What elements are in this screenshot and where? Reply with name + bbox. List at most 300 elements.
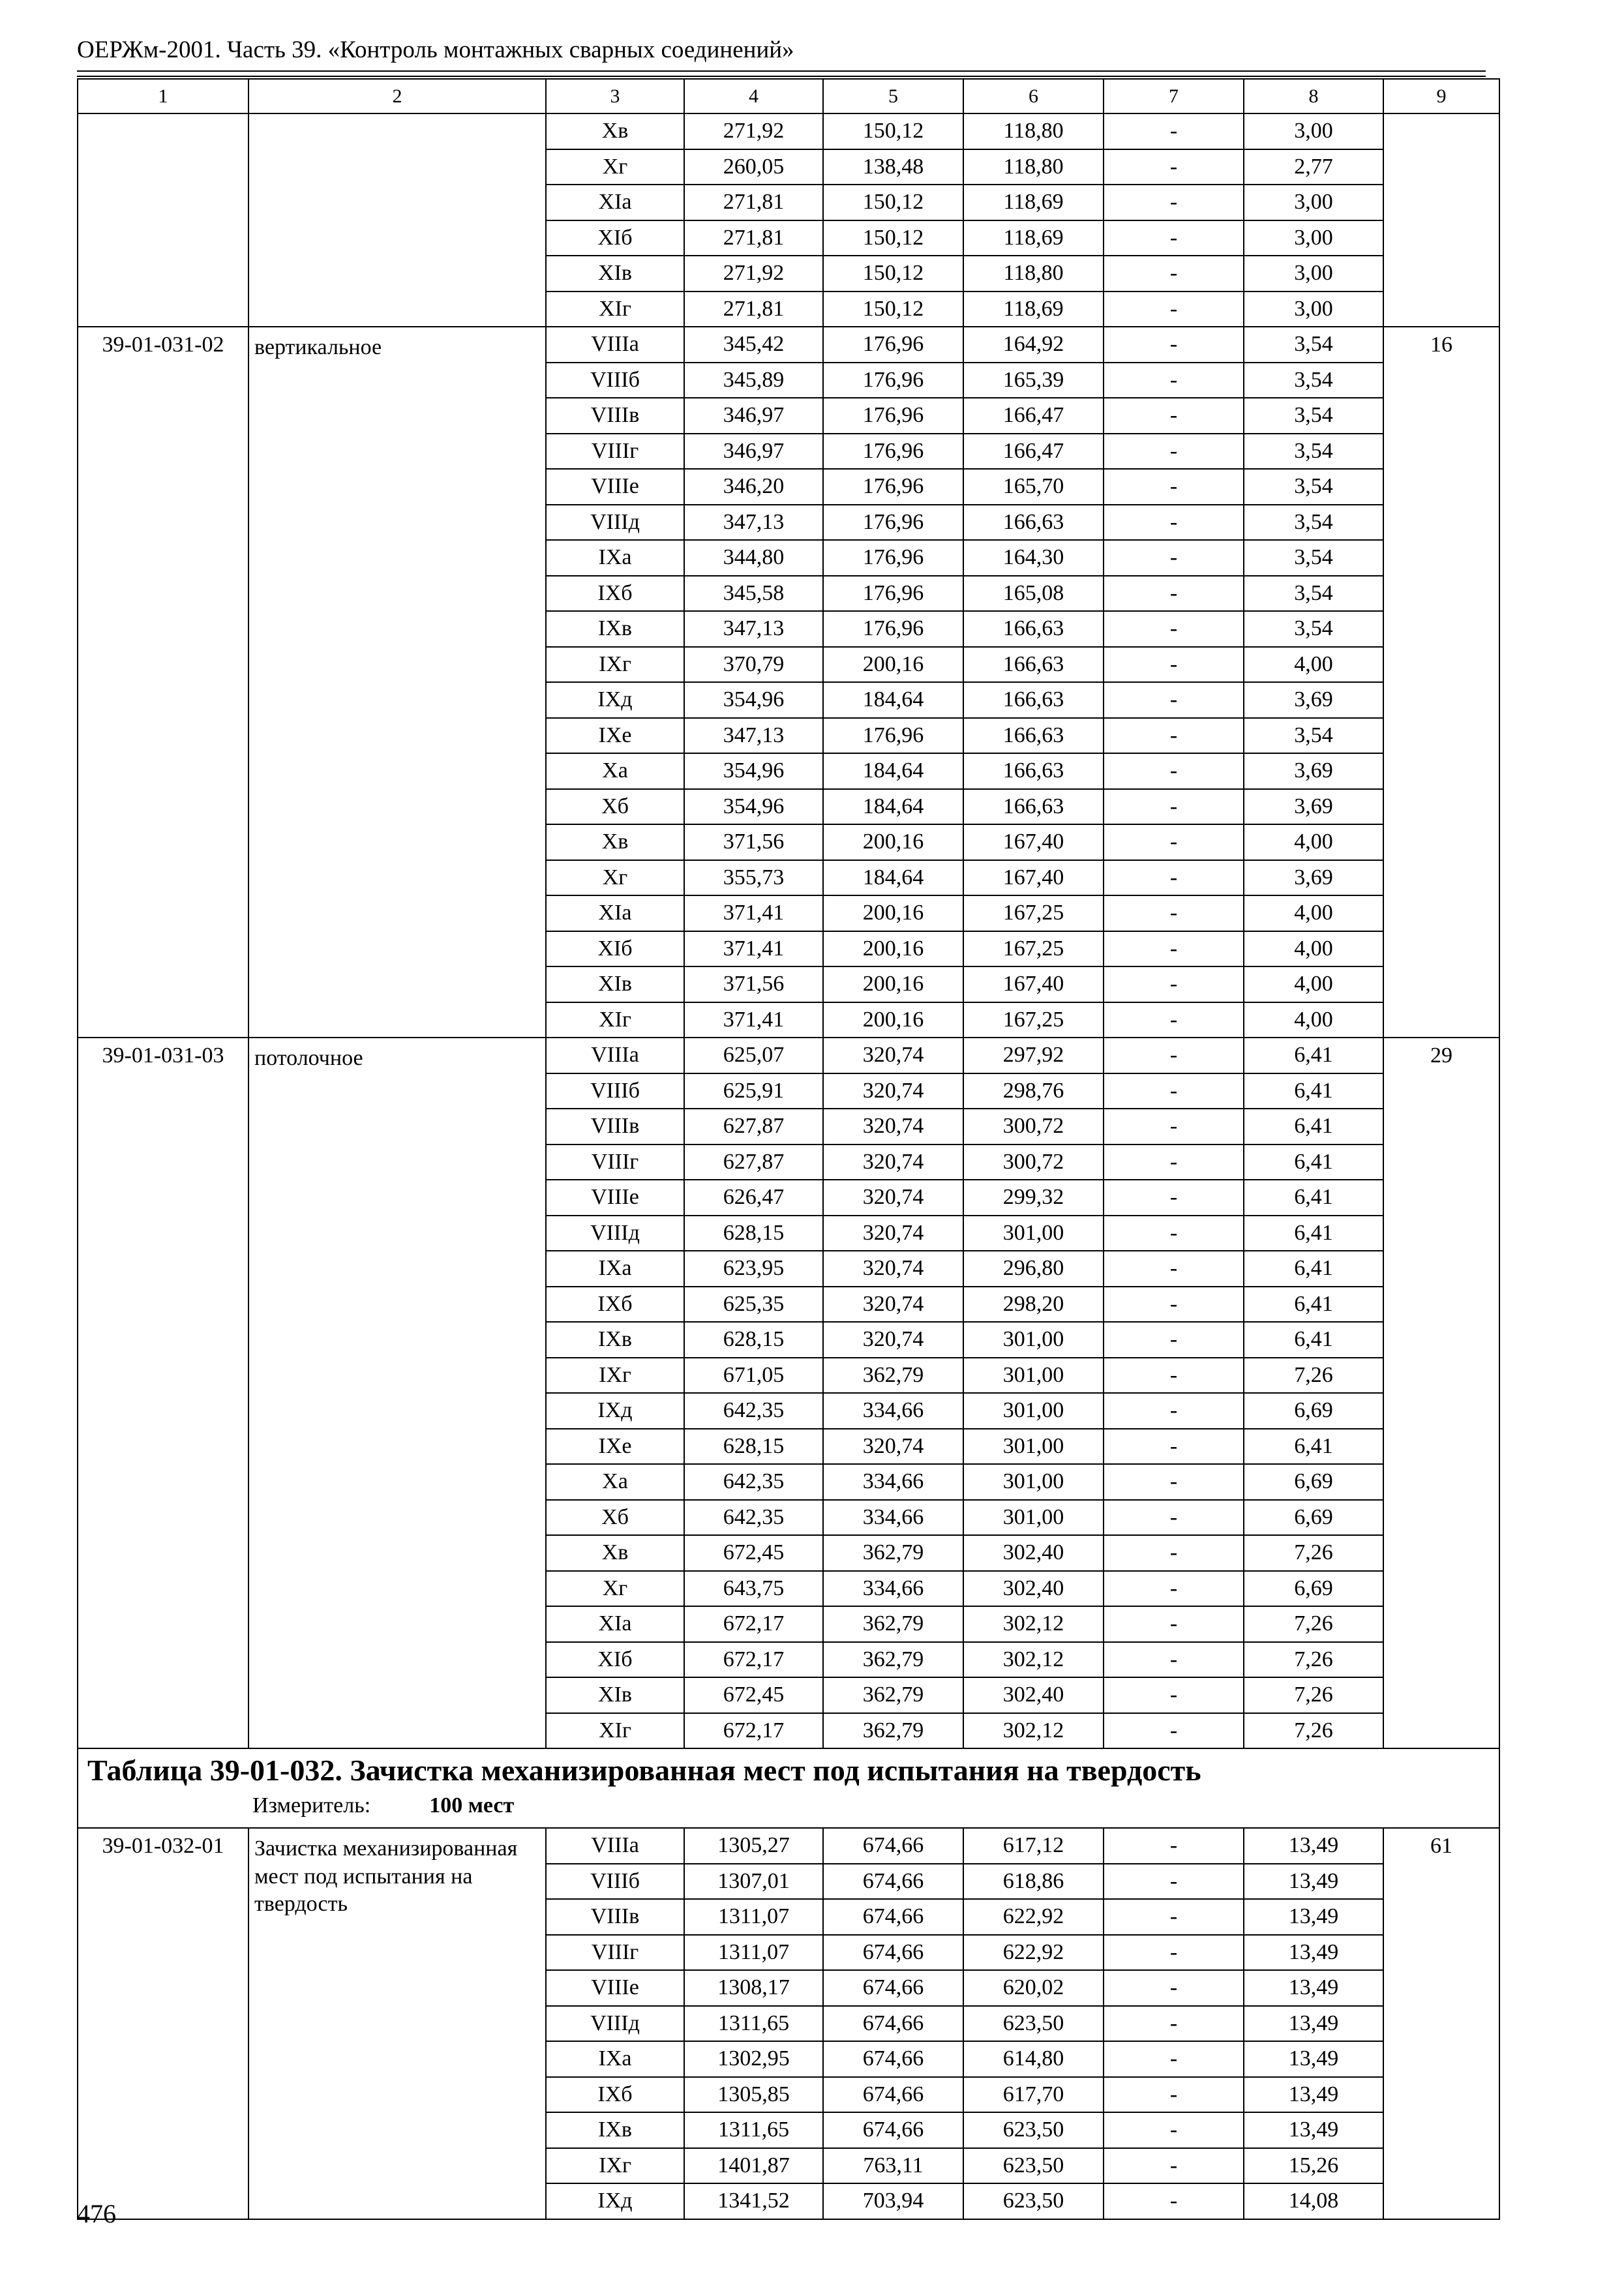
- price-zone: IХг: [546, 2148, 684, 2184]
- incl-machinist-wages: -: [1104, 2077, 1244, 2113]
- price-zone: VIIIд: [546, 2006, 684, 2042]
- incl-machinist-wages: -: [1104, 185, 1244, 220]
- machine-cost: 301,00: [963, 1216, 1104, 1251]
- incl-machinist-wages: -: [1104, 1180, 1244, 1216]
- header-rule-bottom: [77, 76, 1486, 77]
- machine-cost: 301,00: [963, 1393, 1104, 1429]
- machine-cost: 622,92: [963, 1935, 1104, 1971]
- incl-machinist-wages: -: [1104, 1899, 1244, 1935]
- price-zone: ХIг: [546, 1002, 684, 1038]
- cost-total: 271,92: [684, 113, 823, 149]
- column-number: 1: [78, 79, 248, 113]
- column-number: 9: [1383, 79, 1499, 113]
- incl-machinist-wages: -: [1104, 1038, 1244, 1073]
- machine-cost: 302,40: [963, 1535, 1104, 1571]
- norms-table-body: [78, 79, 1499, 2219]
- column-number: 6: [963, 79, 1104, 113]
- table-section-cell: [78, 1748, 1499, 1828]
- incl-machinist-wages: -: [1104, 1002, 1244, 1038]
- machine-cost: 622,92: [963, 1899, 1104, 1935]
- price-zone: IХв: [546, 2112, 684, 2148]
- price-zone: VIIIг: [546, 1935, 684, 1971]
- price-zone: IХа: [546, 1251, 684, 1287]
- wages: 320,74: [823, 1180, 963, 1216]
- price-zone: Хб: [546, 789, 684, 825]
- incl-machinist-wages: -: [1104, 220, 1244, 256]
- incl-machinist-wages: -: [1104, 1393, 1244, 1429]
- materials: 13,49: [1244, 2077, 1383, 2113]
- incl-machinist-wages: -: [1104, 931, 1244, 967]
- machine-cost: 167,40: [963, 860, 1104, 896]
- incl-machinist-wages: -: [1104, 1642, 1244, 1678]
- materials: 6,41: [1244, 1429, 1383, 1465]
- price-zone: VIIIа: [546, 1828, 684, 1864]
- machine-cost: 301,00: [963, 1358, 1104, 1394]
- machine-cost: 302,40: [963, 1571, 1104, 1607]
- price-zone: ХIв: [546, 966, 684, 1002]
- price-zone: IХг: [546, 1358, 684, 1394]
- machine-cost: 118,69: [963, 292, 1104, 327]
- incl-machinist-wages: -: [1104, 469, 1244, 505]
- machine-cost: 302,40: [963, 1677, 1104, 1713]
- price-zone: VIIIг: [546, 434, 684, 470]
- cost-total: 1401,87: [684, 2148, 823, 2184]
- measure-value: 100 мест: [429, 1793, 515, 1818]
- cost-total: 672,45: [684, 1677, 823, 1713]
- wages: 150,12: [823, 256, 963, 292]
- wages: 674,66: [823, 1864, 963, 1900]
- price-zone: Хв: [546, 824, 684, 860]
- machine-cost: 298,76: [963, 1073, 1104, 1109]
- cost-total: 371,41: [684, 931, 823, 967]
- norm-code: 39-01-031-03: [78, 1038, 248, 1748]
- materials: 7,26: [1244, 1358, 1383, 1394]
- machine-cost: 302,12: [963, 1642, 1104, 1678]
- cost-total: 643,75: [684, 1571, 823, 1607]
- wages: 674,66: [823, 1828, 963, 1864]
- wages: 703,94: [823, 2183, 963, 2219]
- incl-machinist-wages: -: [1104, 1535, 1244, 1571]
- wages: 200,16: [823, 895, 963, 931]
- table-row: [78, 1828, 1499, 1864]
- column-number: 7: [1104, 79, 1244, 113]
- wages: 334,66: [823, 1393, 963, 1429]
- incl-machinist-wages: -: [1104, 1828, 1244, 1864]
- cost-total: 354,96: [684, 753, 823, 789]
- machine-cost: 620,02: [963, 1970, 1104, 2006]
- cost-total: 627,87: [684, 1144, 823, 1180]
- wages: 320,74: [823, 1073, 963, 1109]
- incl-machinist-wages: -: [1104, 540, 1244, 576]
- price-zone: ХIв: [546, 256, 684, 292]
- price-zone: VIIIг: [546, 1144, 684, 1180]
- incl-machinist-wages: -: [1104, 1073, 1244, 1109]
- materials: 6,41: [1244, 1287, 1383, 1323]
- materials: 3,00: [1244, 256, 1383, 292]
- machine-cost: 301,00: [963, 1429, 1104, 1465]
- incl-machinist-wages: -: [1104, 611, 1244, 647]
- cost-total: 1311,07: [684, 1935, 823, 1971]
- materials: 4,00: [1244, 647, 1383, 683]
- materials: 4,00: [1244, 824, 1383, 860]
- wages: 362,79: [823, 1606, 963, 1642]
- materials: 6,41: [1244, 1216, 1383, 1251]
- materials: 3,54: [1244, 327, 1383, 363]
- price-zone: Хг: [546, 1571, 684, 1607]
- table-row: [78, 327, 1499, 363]
- incl-machinist-wages: -: [1104, 1571, 1244, 1607]
- materials: 6,69: [1244, 1571, 1383, 1607]
- incl-machinist-wages: -: [1104, 2112, 1244, 2148]
- incl-machinist-wages: -: [1104, 505, 1244, 541]
- machine-cost: 299,32: [963, 1180, 1104, 1216]
- cost-total: 271,81: [684, 292, 823, 327]
- materials: 3,54: [1244, 540, 1383, 576]
- incl-machinist-wages: -: [1104, 1216, 1244, 1251]
- materials: 3,54: [1244, 398, 1383, 434]
- machine-cost: 623,50: [963, 2148, 1104, 2184]
- incl-machinist-wages: -: [1104, 789, 1244, 825]
- cost-total: 354,96: [684, 682, 823, 718]
- incl-machinist-wages: -: [1104, 1358, 1244, 1394]
- price-zone: IХа: [546, 2041, 684, 2077]
- materials: 13,49: [1244, 1828, 1383, 1864]
- machine-cost: 118,80: [963, 256, 1104, 292]
- incl-machinist-wages: -: [1104, 966, 1244, 1002]
- cost-total: 672,45: [684, 1535, 823, 1571]
- machine-cost: 166,63: [963, 505, 1104, 541]
- cost-total: 271,92: [684, 256, 823, 292]
- incl-machinist-wages: -: [1104, 434, 1244, 470]
- norm-code: [78, 113, 248, 327]
- machine-cost: 167,25: [963, 1002, 1104, 1038]
- wages: 200,16: [823, 1002, 963, 1038]
- price-zone: ХIб: [546, 220, 684, 256]
- price-zone: Хг: [546, 149, 684, 185]
- materials: 3,00: [1244, 292, 1383, 327]
- price-zone: ХIа: [546, 895, 684, 931]
- materials: 3,69: [1244, 682, 1383, 718]
- cost-total: 625,07: [684, 1038, 823, 1073]
- price-zone: VIIIа: [546, 1038, 684, 1073]
- machine-cost: 302,12: [963, 1713, 1104, 1749]
- price-zone: VIIIв: [546, 398, 684, 434]
- cost-total: 642,35: [684, 1393, 823, 1429]
- cost-total: 346,97: [684, 434, 823, 470]
- machine-cost: 166,63: [963, 682, 1104, 718]
- machine-cost: 166,47: [963, 398, 1104, 434]
- table-row: [78, 113, 1499, 149]
- materials: 3,54: [1244, 434, 1383, 470]
- wages: 320,74: [823, 1038, 963, 1073]
- wages: 362,79: [823, 1535, 963, 1571]
- wages: 184,64: [823, 682, 963, 718]
- materials: 6,69: [1244, 1393, 1383, 1429]
- price-zone: ХIг: [546, 292, 684, 327]
- incl-machinist-wages: -: [1104, 1464, 1244, 1500]
- price-zone: VIIIб: [546, 1864, 684, 1900]
- price-zone: VIIIб: [546, 363, 684, 398]
- incl-machinist-wages: -: [1104, 1606, 1244, 1642]
- materials: 6,41: [1244, 1109, 1383, 1144]
- materials: 3,54: [1244, 576, 1383, 612]
- incl-machinist-wages: -: [1104, 2183, 1244, 2219]
- cost-total: 371,41: [684, 895, 823, 931]
- machine-cost: 166,63: [963, 647, 1104, 683]
- wages: 184,64: [823, 753, 963, 789]
- cost-total: 345,42: [684, 327, 823, 363]
- price-zone: VIIIд: [546, 505, 684, 541]
- materials: 7,26: [1244, 1713, 1383, 1749]
- machine-cost: 167,40: [963, 824, 1104, 860]
- table-title: Таблица 39-01-032. Зачистка механизированная мест под испытания на твердость: [87, 1754, 1201, 1787]
- price-zone: IХб: [546, 2077, 684, 2113]
- materials: 15,26: [1244, 2148, 1383, 2184]
- price-zone: ХIг: [546, 1713, 684, 1749]
- materials: 3,54: [1244, 363, 1383, 398]
- cost-total: 1305,27: [684, 1828, 823, 1864]
- machine-cost: 301,00: [963, 1464, 1104, 1500]
- wages: 176,96: [823, 398, 963, 434]
- cost-total: 271,81: [684, 220, 823, 256]
- price-zone: VIIIа: [546, 327, 684, 363]
- price-zone: IХб: [546, 576, 684, 612]
- incl-machinist-wages: -: [1104, 1109, 1244, 1144]
- cost-total: 1311,65: [684, 2006, 823, 2042]
- wages: 320,74: [823, 1109, 963, 1144]
- cost-total: 1305,85: [684, 2077, 823, 2113]
- wages: 674,66: [823, 1970, 963, 2006]
- machine-cost: 623,50: [963, 2006, 1104, 2042]
- cost-total: 370,79: [684, 647, 823, 683]
- materials: 13,49: [1244, 2006, 1383, 2042]
- materials: 13,49: [1244, 1864, 1383, 1900]
- materials: 13,49: [1244, 2112, 1383, 2148]
- price-zone: Ха: [546, 1464, 684, 1500]
- incl-machinist-wages: -: [1104, 1677, 1244, 1713]
- wages: 334,66: [823, 1571, 963, 1607]
- materials: 6,41: [1244, 1180, 1383, 1216]
- machine-cost: 166,63: [963, 718, 1104, 754]
- materials: 6,41: [1244, 1144, 1383, 1180]
- cost-total: 1302,95: [684, 2041, 823, 2077]
- incl-machinist-wages: -: [1104, 718, 1244, 754]
- cost-total: 628,15: [684, 1216, 823, 1251]
- machine-cost: 167,25: [963, 931, 1104, 967]
- machine-cost: 166,63: [963, 753, 1104, 789]
- cost-total: 626,47: [684, 1180, 823, 1216]
- price-zone: ХIб: [546, 1642, 684, 1678]
- norms-table: [77, 78, 1500, 2220]
- cost-total: 345,89: [684, 363, 823, 398]
- cost-total: 345,58: [684, 576, 823, 612]
- wages: 763,11: [823, 2148, 963, 2184]
- machine-cost: 300,72: [963, 1109, 1104, 1144]
- materials: 3,54: [1244, 611, 1383, 647]
- cost-total: 1308,17: [684, 1970, 823, 2006]
- materials: 4,00: [1244, 966, 1383, 1002]
- table-section-row: [78, 1748, 1499, 1828]
- materials: 3,54: [1244, 718, 1383, 754]
- cost-total: 260,05: [684, 149, 823, 185]
- incl-machinist-wages: -: [1104, 1251, 1244, 1287]
- machine-cost: 165,70: [963, 469, 1104, 505]
- cost-total: 672,17: [684, 1606, 823, 1642]
- machine-cost: 298,20: [963, 1287, 1104, 1323]
- price-zone: VIIIе: [546, 1180, 684, 1216]
- incl-machinist-wages: -: [1104, 1935, 1244, 1971]
- incl-machinist-wages: -: [1104, 1970, 1244, 2006]
- machine-cost: 296,80: [963, 1251, 1104, 1287]
- cost-total: 672,17: [684, 1713, 823, 1749]
- materials: 3,69: [1244, 789, 1383, 825]
- wages: 320,74: [823, 1287, 963, 1323]
- incl-machinist-wages: -: [1104, 1287, 1244, 1323]
- machine-cost: 297,92: [963, 1038, 1104, 1073]
- price-zone: IХа: [546, 540, 684, 576]
- wages: 176,96: [823, 505, 963, 541]
- wages: 674,66: [823, 2006, 963, 2042]
- wages: 184,64: [823, 789, 963, 825]
- machine-cost: 166,63: [963, 611, 1104, 647]
- incl-machinist-wages: -: [1104, 149, 1244, 185]
- machine-cost: 302,12: [963, 1606, 1104, 1642]
- cost-total: 271,81: [684, 185, 823, 220]
- materials: 3,00: [1244, 220, 1383, 256]
- column-number: 8: [1244, 79, 1383, 113]
- price-zone: IХд: [546, 2183, 684, 2219]
- incl-machinist-wages: -: [1104, 256, 1244, 292]
- price-zone: VIIIе: [546, 1970, 684, 2006]
- cost-total: 344,80: [684, 540, 823, 576]
- materials: 6,41: [1244, 1073, 1383, 1109]
- price-zone: ХIа: [546, 185, 684, 220]
- cost-total: 371,56: [684, 824, 823, 860]
- materials: 3,54: [1244, 469, 1383, 505]
- price-zone: VIIIе: [546, 469, 684, 505]
- cost-total: 347,13: [684, 718, 823, 754]
- incl-machinist-wages: -: [1104, 860, 1244, 896]
- machine-cost: 166,63: [963, 789, 1104, 825]
- price-zone: ХIа: [546, 1606, 684, 1642]
- materials: 13,49: [1244, 1970, 1383, 2006]
- column-number-row: [78, 79, 1499, 113]
- norm-code: 39-01-031-02: [78, 327, 248, 1038]
- wages: 334,66: [823, 1500, 963, 1536]
- price-zone: IХд: [546, 682, 684, 718]
- incl-machinist-wages: -: [1104, 1713, 1244, 1749]
- cost-total: 628,15: [684, 1322, 823, 1358]
- machine-cost: 623,50: [963, 2112, 1104, 2148]
- incl-machinist-wages: -: [1104, 292, 1244, 327]
- price-zone: Ха: [546, 753, 684, 789]
- machine-cost: 166,47: [963, 434, 1104, 470]
- materials: 13,49: [1244, 2041, 1383, 2077]
- wages: 176,96: [823, 540, 963, 576]
- cost-total: 347,13: [684, 611, 823, 647]
- price-zone: IХг: [546, 647, 684, 683]
- wages: 200,16: [823, 647, 963, 683]
- wages: 362,79: [823, 1642, 963, 1678]
- cost-total: 625,91: [684, 1073, 823, 1109]
- labor-cost: 61: [1383, 1828, 1499, 2219]
- norm-code: 39-01-032-01: [78, 1828, 248, 2219]
- cost-total: 371,56: [684, 966, 823, 1002]
- incl-machinist-wages: -: [1104, 113, 1244, 149]
- wages: 674,66: [823, 1899, 963, 1935]
- wages: 150,12: [823, 220, 963, 256]
- cost-total: 625,35: [684, 1287, 823, 1323]
- table-row: [78, 1038, 1499, 1073]
- column-number: 4: [684, 79, 823, 113]
- machine-cost: 118,69: [963, 220, 1104, 256]
- cost-total: 672,17: [684, 1642, 823, 1678]
- incl-machinist-wages: -: [1104, 1500, 1244, 1536]
- work-name: [248, 113, 546, 327]
- price-zone: Хв: [546, 1535, 684, 1571]
- wages: 150,12: [823, 185, 963, 220]
- incl-machinist-wages: -: [1104, 2041, 1244, 2077]
- machine-cost: 164,92: [963, 327, 1104, 363]
- wages: 320,74: [823, 1144, 963, 1180]
- price-zone: VIIIд: [546, 1216, 684, 1251]
- wages: 176,96: [823, 327, 963, 363]
- cost-total: 346,20: [684, 469, 823, 505]
- column-number: 5: [823, 79, 963, 113]
- price-zone: Хг: [546, 860, 684, 896]
- wages: 176,96: [823, 576, 963, 612]
- price-zone: IХе: [546, 718, 684, 754]
- materials: 6,69: [1244, 1464, 1383, 1500]
- cost-total: 642,35: [684, 1464, 823, 1500]
- work-name: вертикальное: [248, 327, 546, 1038]
- wages: 674,66: [823, 2112, 963, 2148]
- price-zone: Хб: [546, 1500, 684, 1536]
- wages: 176,96: [823, 469, 963, 505]
- price-zone: ХIв: [546, 1677, 684, 1713]
- wages: 184,64: [823, 860, 963, 896]
- wages: 150,12: [823, 113, 963, 149]
- labor-cost: 29: [1383, 1038, 1499, 1748]
- materials: 6,69: [1244, 1500, 1383, 1536]
- page-header-title: ОЕРЖм-2001. Часть 39. «Контроль монтажных сварных соединений»: [77, 37, 794, 63]
- header-rule-top: [77, 70, 1486, 72]
- wages: 138,48: [823, 149, 963, 185]
- materials: 7,26: [1244, 1606, 1383, 1642]
- incl-machinist-wages: -: [1104, 824, 1244, 860]
- cost-total: 628,15: [684, 1429, 823, 1465]
- cost-total: 671,05: [684, 1358, 823, 1394]
- incl-machinist-wages: -: [1104, 2006, 1244, 2042]
- incl-machinist-wages: -: [1104, 647, 1244, 683]
- wages: 320,74: [823, 1216, 963, 1251]
- labor-cost: [1383, 113, 1499, 327]
- price-zone: IХд: [546, 1393, 684, 1429]
- price-zone: ХIб: [546, 931, 684, 967]
- wages: 334,66: [823, 1464, 963, 1500]
- wages: 200,16: [823, 931, 963, 967]
- materials: 13,49: [1244, 1899, 1383, 1935]
- incl-machinist-wages: -: [1104, 327, 1244, 363]
- machine-cost: 167,25: [963, 895, 1104, 931]
- wages: 176,96: [823, 434, 963, 470]
- incl-machinist-wages: -: [1104, 682, 1244, 718]
- wages: 362,79: [823, 1358, 963, 1394]
- machine-cost: 165,08: [963, 576, 1104, 612]
- materials: 3,69: [1244, 860, 1383, 896]
- wages: 150,12: [823, 292, 963, 327]
- price-zone: VIIIб: [546, 1073, 684, 1109]
